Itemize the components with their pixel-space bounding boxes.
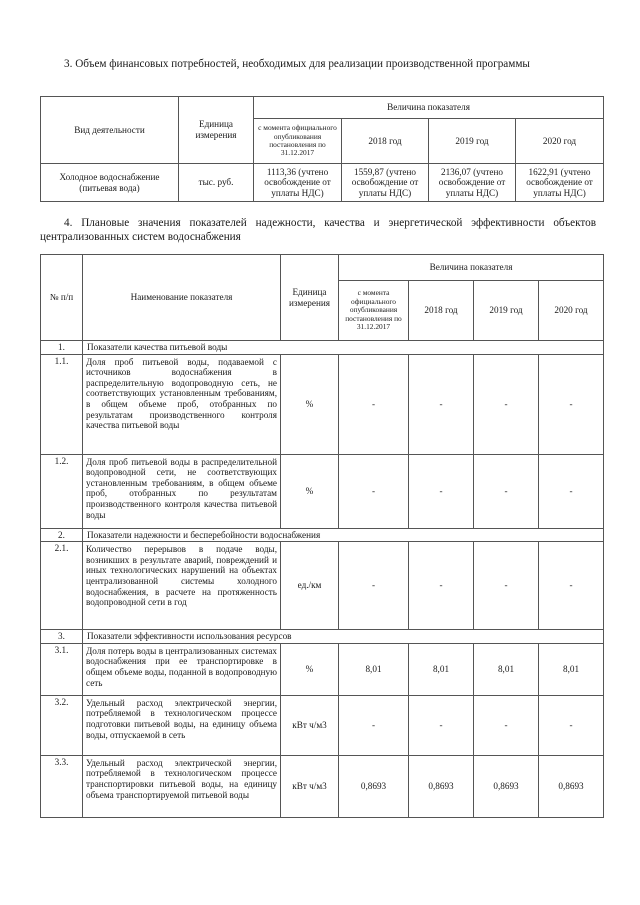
indicator-name: Количество перерывов в подаче воды, возникших в результате аварий, повреждений и иных технологических нарушений на объектах централизованной системы холодного водоснабжения, в расчете на протяженность водопроводной сети в год [83,542,281,630]
indicator-name: Удельный расход электрической энергии, потребляемой в технологическом процессе подготовки питьевой воды, на единицу объема воды, отпускаемой в сеть [83,695,281,755]
value-2018: 8,01 [409,643,474,695]
value-2020: - [539,695,604,755]
row-num: 2.1. [41,542,83,630]
value-2018: - [409,354,474,454]
section-title: Показатели качества питьевой воды [83,341,604,355]
section-row [41,630,604,644]
row-num: 3.3. [41,755,83,817]
value-since: 8,01 [339,643,409,695]
value-2020: 0,8693 [539,755,604,817]
indicators-table [40,254,604,818]
section-row [41,341,604,355]
cell-2018: 1559,87 (учтено освобождение от уплаты НДС) [342,164,429,202]
value-2018: - [409,695,474,755]
indicator-unit: % [281,354,339,454]
value-2019: 8,01 [474,643,539,695]
row-num: 1.2. [41,454,83,528]
value-2019: - [474,542,539,630]
header-2019: 2019 год [474,281,539,341]
table-row [41,695,604,755]
table-row [41,755,604,817]
header-2018: 2018 год [409,281,474,341]
value-since: - [339,695,409,755]
header-value: Величина показателя [254,97,604,119]
indicator-unit: кВт ч/м3 [281,755,339,817]
indicator-unit: % [281,454,339,528]
row-num: 1.1. [41,354,83,454]
row-num: 1. [41,341,83,355]
section-title: Показатели надежности и бесперебойности водоснабжения [83,528,604,542]
value-2019: 0,8693 [474,755,539,817]
table-row [41,542,604,630]
cell-2020: 1622,91 (учтено освобождение от уплаты НДС) [516,164,604,202]
value-2019: - [474,354,539,454]
value-since: - [339,542,409,630]
value-2018: 0,8693 [409,755,474,817]
row-num: 2. [41,528,83,542]
header-unit: Единица измерения [281,255,339,341]
value-2020: 8,01 [539,643,604,695]
row-num: 3.1. [41,643,83,695]
header-since: с момента официального опубликования постановления по 31.12.2017 [339,281,409,341]
value-2020: - [539,454,604,528]
value-2020: - [539,542,604,630]
section-3-heading: 3. Объем финансовых потребностей, необходимых для реализации производственной программы [64,58,530,70]
cell-since: 1113,36 (учтено освобождение от уплаты НДС) [254,164,342,202]
indicator-unit: % [281,643,339,695]
header-2019: 2019 год [429,119,516,164]
section-title: Показатели эффективности использования ресурсов [83,630,604,644]
header-2020: 2020 год [516,119,604,164]
section-row [41,528,604,542]
header-name: Наименование показателя [83,255,281,341]
table-row [41,164,604,202]
value-2018: - [409,542,474,630]
cell-unit: тыс. руб. [179,164,254,202]
indicator-name: Доля потерь воды в централизованных системах водоснабжения при ее транспортировке в общем объеме воды, поданной в водопроводную сеть [83,643,281,695]
table-row [41,354,604,454]
section-4-heading: 4. Плановые значения показателей надежности, качества и энергетической эффективности объектов централизованных систем водоснабжения [40,217,596,243]
value-since: - [339,354,409,454]
value-2018: - [409,454,474,528]
header-value: Величина показателя [339,255,604,281]
row-num: 3.2. [41,695,83,755]
table-row [41,643,604,695]
row-num: 3. [41,630,83,644]
indicator-name: Доля проб питьевой воды, подаваемой с источников водоснабжения в распределительную водопроводную сеть, не соответствующих установленным требованиям, в общем объеме проб, отобранных по результатам производственного контроля качества питьевой воды [83,354,281,454]
value-2020: - [539,354,604,454]
table-row [41,454,604,528]
cell-2019: 2136,07 (учтено освобождение от уплаты НДС) [429,164,516,202]
value-2019: - [474,695,539,755]
indicator-name: Удельный расход электрической энергии, потребляемой в технологическом процессе транспортировки питьевой воды, на единицу объема транспортируемой питьевой воды [83,755,281,817]
header-num: № п/п [41,255,83,341]
header-since: с момента официального опубликования постановления по 31.12.2017 [254,119,342,164]
header-2018: 2018 год [342,119,429,164]
indicator-unit: кВт ч/м3 [281,695,339,755]
header-unit: Единица измерения [179,97,254,164]
header-2020: 2020 год [539,281,604,341]
value-since: - [339,454,409,528]
indicator-name: Доля проб питьевой воды в распределительной водопроводной сети, не соответствующих установленным требованиям, в общем объеме проб, отобранных по результатам производственного контроля качества питьевой воды [83,454,281,528]
indicator-unit: ед./км [281,542,339,630]
value-2019: - [474,454,539,528]
header-activity: Вид деятельности [41,97,179,164]
financial-needs-table [40,96,604,202]
value-since: 0,8693 [339,755,409,817]
cell-activity: Холодное водоснабжение (питьевая вода) [41,164,179,202]
